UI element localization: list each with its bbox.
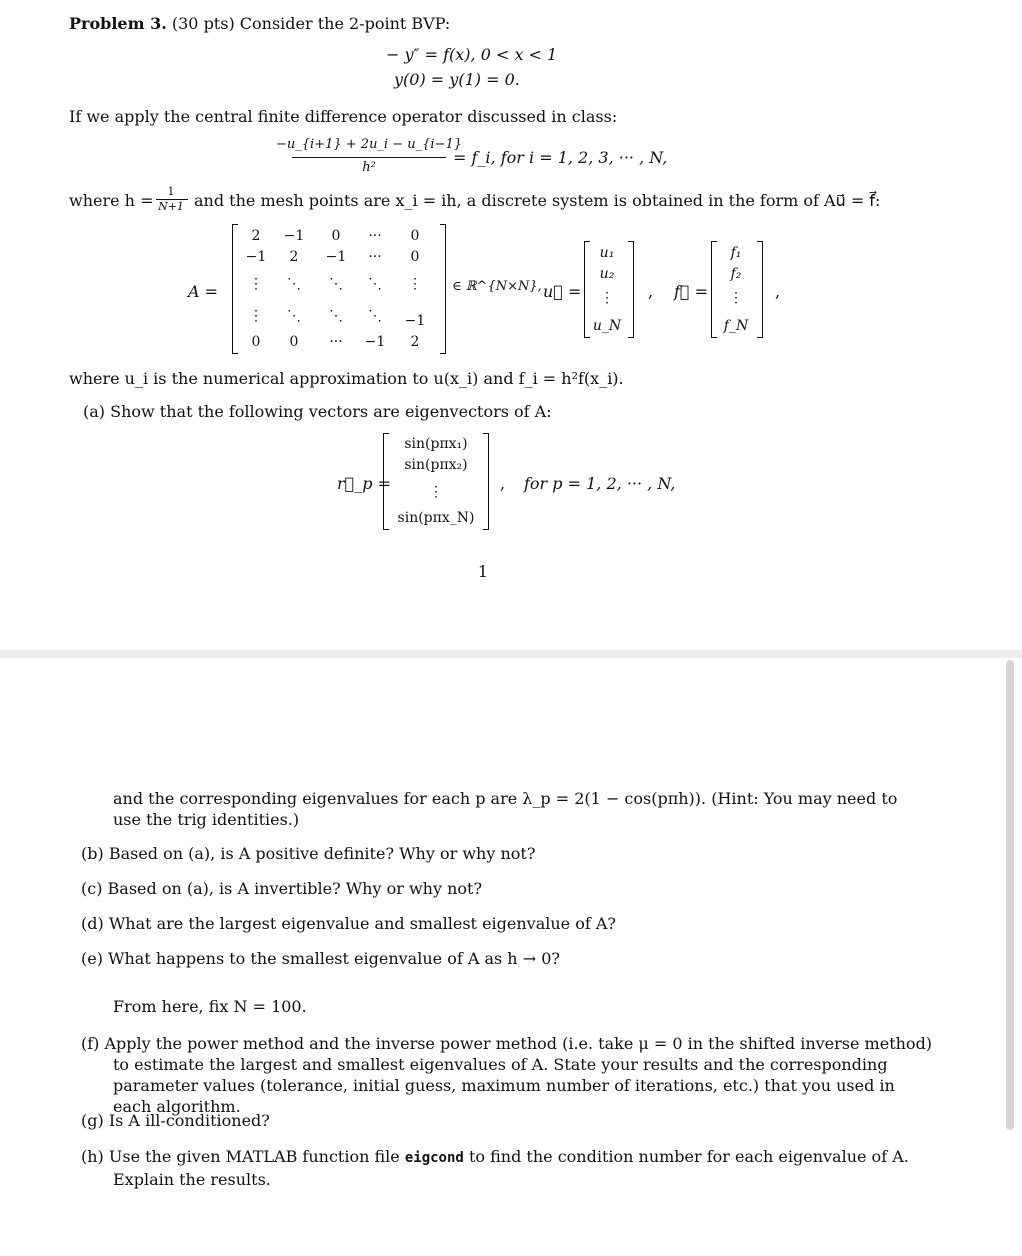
part-c-text: (c) Based on (a), is A invertible? Why or why not? [81, 879, 483, 898]
part-b-text: (b) Based on (a), is A positive definite? Why or why not? [81, 844, 536, 863]
u-vector-label: u⃗ = [543, 282, 582, 301]
matrix-a-cell: 0 [289, 334, 299, 350]
part-f-text: (f) Apply the power method and the inverse power method (i.e. take μ = 0 in the shifted inverse method) to estimate the largest and smallest eigenvalues of A. State your results and the corresponding parameter values (tolerance, initial guess, maximum number of iterations, etc.) that you used in each algorithm. [81, 1034, 933, 1116]
f-vector-right-bracket [757, 241, 763, 338]
f-vector-entry: f₁ [730, 245, 742, 261]
where-h-post: and the mesh points are x_i = ih, a discrete system is obtained in the form of Au⃗ = f⃗: [194, 191, 881, 210]
f-vector-entry: ⋮ [729, 290, 743, 306]
u-vector-right-bracket [628, 241, 634, 338]
matrix-a-cell: ⋮ [249, 308, 263, 324]
matrix-a-left-bracket [232, 224, 238, 354]
f-vector-left-bracket [711, 241, 717, 338]
u-vector-comma: , [648, 282, 654, 301]
r-vector-entry: sin(pπx₁) [404, 436, 468, 452]
matrix-a-cell: ··· [368, 228, 382, 244]
matrix-a-cell: ⋱ [368, 276, 382, 292]
matrix-a-cell: ⋮ [408, 276, 422, 292]
r-vector-entry: ⋮ [429, 484, 443, 500]
matrix-a-cell: 2 [289, 249, 299, 265]
f-vector-label: f⃗ = [674, 282, 709, 301]
fd-numerator: −u_{i+1} + 2u_i − u_{i−1} [276, 137, 462, 152]
part-h-post: to find the condition number for each eigenvalue of A. Explain the results. [113, 1147, 909, 1189]
problem-heading [69, 14, 450, 33]
matrix-a-cell: 2 [251, 228, 261, 244]
page-separator [0, 650, 1022, 658]
matrix-a-cell: −1 [364, 334, 386, 350]
fd-denominator: h² [362, 160, 376, 175]
h-numerator: 1 [167, 185, 175, 198]
matrix-a-cell: −1 [283, 228, 305, 244]
u-vector-entry: u₁ [599, 245, 615, 261]
f-vector-entry: f₂ [730, 266, 742, 282]
matrix-a-cell: ⋮ [249, 276, 263, 292]
apply-text: If we apply the central finite difference operator discussed in class: [69, 107, 618, 126]
scrollbar[interactable] [1006, 660, 1014, 1130]
matrix-a-cell: ⋱ [329, 308, 343, 324]
h-denominator: N+1 [158, 200, 184, 213]
matrix-a-cell: 2 [410, 334, 420, 350]
part-h-pre: (h) Use the given MATLAB function file [81, 1147, 400, 1166]
matrix-a-cell: −1 [245, 249, 267, 265]
matrix-a-right-bracket [440, 224, 446, 354]
eigenvalue-text: and the corresponding eigenvalues for each p are λ_p = 2(1 − cos(pπh)). (Hint: You may need to use the trig identities.) [113, 789, 898, 829]
matrix-a-cell: ··· [329, 334, 343, 350]
u-vector-left-bracket [584, 241, 590, 338]
part-e-text: (e) What happens to the smallest eigenvalue of A as h → 0? [81, 949, 560, 968]
matrix-a-cell: −1 [404, 313, 426, 329]
bvp-boundary: y(0) = y(1) = 0. [394, 70, 520, 89]
r-vector-left-bracket [383, 433, 389, 530]
r-vector-comma: , [500, 474, 506, 493]
matrix-a-cell: ⋱ [368, 308, 382, 324]
fd-fraction-bar [292, 157, 446, 158]
r-vector-entry: sin(pπx_N) [397, 510, 475, 526]
in-space-label: ∈ ℝ^{N×N}, [452, 279, 542, 294]
f-vector-entry: f_N [723, 318, 749, 334]
fix-n-text: From here, fix N = 100. [113, 997, 307, 1016]
problem-label: Problem 3. [69, 14, 167, 33]
where-h-pre: where h = [69, 191, 154, 210]
matrix-a-cell: −1 [325, 249, 347, 265]
matrix-a-cell: 0 [251, 334, 261, 350]
u-vector-entry: ⋮ [600, 290, 614, 306]
matrix-a-cell: ··· [368, 249, 382, 265]
matrix-a-cell: 0 [410, 228, 420, 244]
r-vector-entry: sin(pπx₂) [404, 457, 468, 473]
page-number: 1 [477, 562, 489, 581]
matrix-a-cell: ⋱ [287, 276, 301, 292]
where-u-text: where u_i is the numerical approximation to u(x_i) and f_i = h²f(x_i). [69, 369, 624, 388]
fd-rhs: = f_i, for i = 1, 2, 3, ··· , N, [453, 148, 668, 167]
u-vector-entry: u_N [592, 318, 622, 334]
part-g-text: (g) Is A ill-conditioned? [81, 1111, 270, 1130]
eigcond-code: eigcond [404, 1150, 464, 1166]
f-vector-comma: , [775, 282, 781, 301]
u-vector-entry: u₂ [599, 266, 615, 282]
part-d-text: (d) What are the largest eigenvalue and smallest eigenvalue of A? [81, 914, 616, 933]
matrix-a-cell: 0 [331, 228, 341, 244]
for-p-text: for p = 1, 2, ··· , N, [524, 474, 676, 493]
matrix-a-cell: ⋱ [287, 308, 301, 324]
matrix-a-cell: 0 [410, 249, 420, 265]
problem-points: (30 pts) Consider the 2-point BVP: [171, 14, 451, 33]
matrix-a-label: A = [188, 282, 219, 301]
part-a-text: (a) Show that the following vectors are eigenvectors of A: [83, 402, 552, 421]
bvp-equation: − y″ = f(x), 0 < x < 1 [386, 45, 558, 64]
part-h-text [81, 1146, 935, 1190]
r-vector-right-bracket [483, 433, 489, 530]
matrix-a-cell: ⋱ [329, 276, 343, 292]
r-vector-label: r⃗_p = [337, 474, 391, 493]
